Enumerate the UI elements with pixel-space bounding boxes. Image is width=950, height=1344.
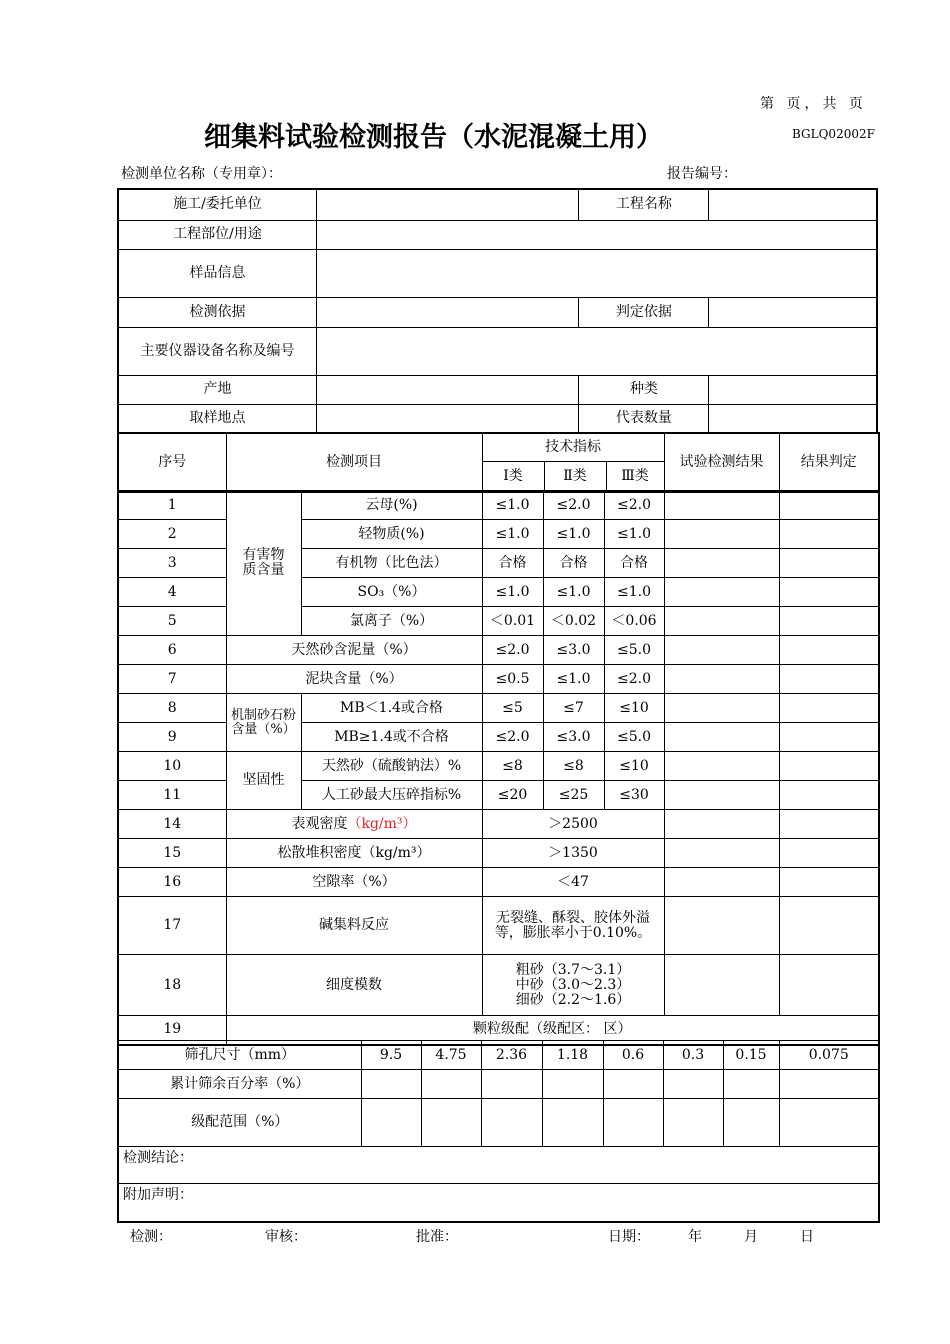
item-name: 松散堆积密度（kg/m³） [226,839,482,868]
sieve-size-cell: 0.3 [663,1041,723,1070]
judge-field[interactable] [779,752,879,781]
item-name: 有机物（比色法） [301,549,482,578]
limit-class3: ≤2.0 [604,665,664,694]
cumulative-cell[interactable] [361,1070,421,1099]
result-field[interactable] [664,723,779,752]
page-number: 第 页，共 页 [760,96,867,112]
range-row [118,1099,879,1147]
row-number: 6 [118,636,226,665]
limit-class3: ≤2.0 [604,491,664,520]
limit-class1: ≤5 [482,694,543,723]
limit-class3: ≤30 [604,781,664,810]
range-cell[interactable] [603,1099,663,1147]
item-name: 云母(%) [301,491,482,520]
test-rows-table [117,490,880,1046]
cumulative-cell[interactable] [603,1070,663,1099]
spec-value [482,955,664,1016]
project-name-field[interactable] [709,189,877,220]
table-row [118,752,879,781]
fineness-spec: 粗砂（3.7～3.1） [515,961,631,978]
limit-class2: ≤8 [543,752,604,781]
result-field[interactable] [664,752,779,781]
cumulative-cell[interactable] [723,1070,779,1099]
row-number: 1 [118,491,226,520]
tester-label: 检测： [130,1229,172,1245]
judge-field[interactable] [779,607,879,636]
soundness-group-label: 坚固性 [226,752,301,810]
result-field[interactable] [664,839,779,868]
result-field[interactable] [664,897,779,955]
col-judge: 结果判定 [779,433,879,493]
date-label: 日期： [608,1229,650,1245]
row-number: 9 [118,723,226,752]
limit-class3: ≤1.0 [604,520,664,549]
row-number: 17 [118,897,226,955]
equipment-label: 主要仪器设备名称及编号 [118,327,316,375]
range-cell[interactable] [361,1099,421,1147]
project-part-field[interactable] [316,220,877,249]
fineness-spec: 中砂（3.0～2.3） [515,976,631,993]
result-field[interactable] [664,607,779,636]
item-name: 人工砂最大压碎指标% [301,781,482,810]
row-number: 4 [118,578,226,607]
limit-class1: ≤2.0 [482,636,543,665]
item-label: 表观密度 [291,815,348,832]
test-basis-field[interactable] [316,297,578,327]
sieve-size-cell: 0.15 [723,1041,779,1070]
row-number: 3 [118,549,226,578]
equipment-field[interactable] [316,327,877,375]
range-cell[interactable] [723,1099,779,1147]
sampling-place-label: 取样地点 [118,404,316,433]
limit-class2: ≤7 [543,694,604,723]
testing-unit-label: 检测单位名称（专用章）： [121,166,282,182]
limit-class2: 合格 [543,549,604,578]
range-label: 级配范围（%） [118,1099,361,1147]
limit-class3: ≤10 [604,752,664,781]
gradation-label: 颗粒级配（级配区： 区） [226,1016,879,1045]
limit-class2: ≤1.0 [543,665,604,694]
result-field[interactable] [664,781,779,810]
cumulative-row [118,1070,879,1099]
fineness-spec: 细砂（2.2～1.6） [515,991,631,1008]
limit-class1: ≤1.0 [482,491,543,520]
item-name: 泥块含量（%） [226,665,482,694]
item-name: 细度模数 [226,955,482,1016]
limit-class3: ≤1.0 [604,578,664,607]
item-name: MB＜1.4或合格 [301,694,482,723]
table-row [118,839,879,868]
item-unit: （kg/m³） [347,815,417,832]
conclusion-field[interactable]: 检测结论： [118,1147,879,1184]
result-field[interactable] [664,549,779,578]
item-name: 轻物质(%) [301,520,482,549]
sample-info-label: 样品信息 [118,249,316,297]
sieve-size-cell: 9.5 [361,1041,421,1070]
item-name: SO₃（%） [301,578,482,607]
limit-class1: ≤0.5 [482,665,543,694]
origin-label: 产地 [118,375,316,404]
sieve-size-cell: 0.6 [603,1041,663,1070]
result-field[interactable] [664,520,779,549]
test-items-table [117,432,880,493]
result-field[interactable] [664,491,779,520]
judge-field[interactable] [779,868,879,897]
row-number: 5 [118,607,226,636]
row-number: 8 [118,694,226,723]
sieve-table [117,1040,880,1223]
report-table [117,188,878,434]
range-cell[interactable] [663,1099,723,1147]
table-row [118,636,879,665]
col-tech: 技术指标 [483,433,664,462]
judge-field[interactable] [779,810,879,839]
item-name: 碱集料反应 [226,897,482,955]
judge-field[interactable] [779,665,879,694]
col-item: 检测项目 [226,433,482,493]
table-row [118,955,879,1016]
year-label: 年 [688,1229,702,1245]
sampling-place-field[interactable] [316,404,578,433]
result-field[interactable] [664,955,779,1016]
sieve-size-cell: 0.075 [779,1041,879,1070]
approver-label: 批准： [416,1229,458,1245]
cumulative-cell[interactable] [421,1070,481,1099]
row-number: 16 [118,868,226,897]
sieve-size-cell: 2.36 [481,1041,542,1070]
item-name: 氯离子（%） [301,607,482,636]
range-cell[interactable] [481,1099,542,1147]
rep-qty-label: 代表数量 [579,404,709,433]
range-cell[interactable] [542,1099,603,1147]
cumulative-cell[interactable] [481,1070,542,1099]
judge-field[interactable] [779,694,879,723]
sample-info-field[interactable] [316,249,877,297]
judge-field[interactable] [779,578,879,607]
limit-class2: ≤25 [543,781,604,810]
limit-class2: ≤1.0 [543,578,604,607]
spec-value: ＜47 [482,868,664,897]
table-row [118,694,879,723]
table-row [118,897,879,955]
col-class1: Ⅰ类 [483,462,545,491]
judge-basis-field[interactable] [709,297,877,327]
judge-field[interactable] [779,491,879,520]
cumulative-label: 累计筛余百分率（%） [118,1070,361,1099]
report-title: 细集料试验检测报告（水泥混凝土用） [204,122,663,153]
limit-class1: ≤2.0 [482,723,543,752]
note-field[interactable]: 附加声明： [118,1184,879,1222]
judge-field[interactable] [779,781,879,810]
judge-field[interactable] [779,549,879,578]
item-name: 天然砂含泥量（%） [226,636,482,665]
row-number: 2 [118,520,226,549]
origin-field[interactable] [316,375,578,404]
table-row [118,665,879,694]
stone-powder-group-label: 机制砂石粉含量（%） [226,694,301,752]
kind-label: 种类 [579,375,709,404]
limit-class1: ≤1.0 [482,520,543,549]
judge-basis-label: 判定依据 [579,297,709,327]
table-row [118,868,879,897]
limit-class3: ≤5.0 [604,636,664,665]
day-label: 日 [800,1229,814,1245]
result-field[interactable] [664,578,779,607]
sieve-size-label: 筛孔尺寸（mm） [118,1041,361,1070]
limit-class2: ≤3.0 [543,636,604,665]
limit-class2: ≤1.0 [543,520,604,549]
result-field[interactable] [664,636,779,665]
limit-class1: ≤20 [482,781,543,810]
item-name: MB≥1.4或不合格 [301,723,482,752]
item-name: 天然砂（硫酸钠法）% [301,752,482,781]
col-class3: Ⅲ类 [621,468,649,484]
row-number: 15 [118,839,226,868]
limit-class3: ≤10 [604,694,664,723]
cumulative-cell[interactable] [663,1070,723,1099]
row-number: 14 [118,810,226,839]
row-number: 7 [118,665,226,694]
limit-class2: ＜0.02 [543,607,604,636]
sieve-size-cell: 4.75 [421,1041,481,1070]
judge-field[interactable] [779,520,879,549]
row-number: 19 [118,1016,226,1045]
range-cell[interactable] [779,1099,879,1147]
judge-field[interactable] [779,839,879,868]
judge-field[interactable] [779,723,879,752]
item-name: 空隙率（%） [226,868,482,897]
judge-field[interactable] [779,955,879,1016]
result-field[interactable] [664,694,779,723]
col-class2: Ⅱ类 [545,462,607,491]
cumulative-cell[interactable] [779,1070,879,1099]
result-field[interactable] [664,810,779,839]
sieve-size-cell: 1.18 [542,1041,603,1070]
reviewer-label: 审核： [265,1229,307,1245]
row-number: 18 [118,955,226,1016]
limit-class3: 合格 [604,549,664,578]
limit-class1: ≤1.0 [482,578,543,607]
judge-field[interactable] [779,897,879,955]
rep-qty-field[interactable] [709,404,877,433]
limit-class3: ＜0.06 [604,607,664,636]
row-number: 10 [118,752,226,781]
sieve-size-row [118,1041,879,1070]
col-result: 试验检测结果 [664,433,779,493]
harmful-group-label: 有害物质含量 [226,491,301,636]
result-field[interactable] [664,665,779,694]
limit-class2: ≤2.0 [543,491,604,520]
test-basis-label: 检测依据 [118,297,316,327]
limit-class1: ＜0.01 [482,607,543,636]
form-code: BGLQ02002F [792,127,875,141]
month-label: 月 [744,1229,758,1245]
project-name-label: 工程名称 [579,189,709,220]
spec-value: ＞2500 [482,810,664,839]
report-number-label: 报告编号： [667,166,737,182]
limit-class3: ≤5.0 [604,723,664,752]
project-part-label: 工程部位/用途 [118,220,316,249]
construction-unit-field[interactable] [316,189,578,220]
table-row [118,810,879,839]
limit-class2: ≤3.0 [543,723,604,752]
limit-class1: ≤8 [482,752,543,781]
limit-class1: 合格 [482,549,543,578]
judge-field[interactable] [779,636,879,665]
spec-value: ＞1350 [482,839,664,868]
cumulative-cell[interactable] [542,1070,603,1099]
row-number: 11 [118,781,226,810]
kind-field[interactable] [709,375,877,404]
range-cell[interactable] [421,1099,481,1147]
table-row [118,491,879,520]
construction-unit-label: 施工/委托单位 [118,189,316,220]
item-name [226,810,482,839]
result-field[interactable] [664,868,779,897]
col-seq: 序号 [118,433,226,493]
spec-value: 无裂缝、酥裂、胶体外溢等，膨胀率小于0.10%。 [482,897,664,955]
